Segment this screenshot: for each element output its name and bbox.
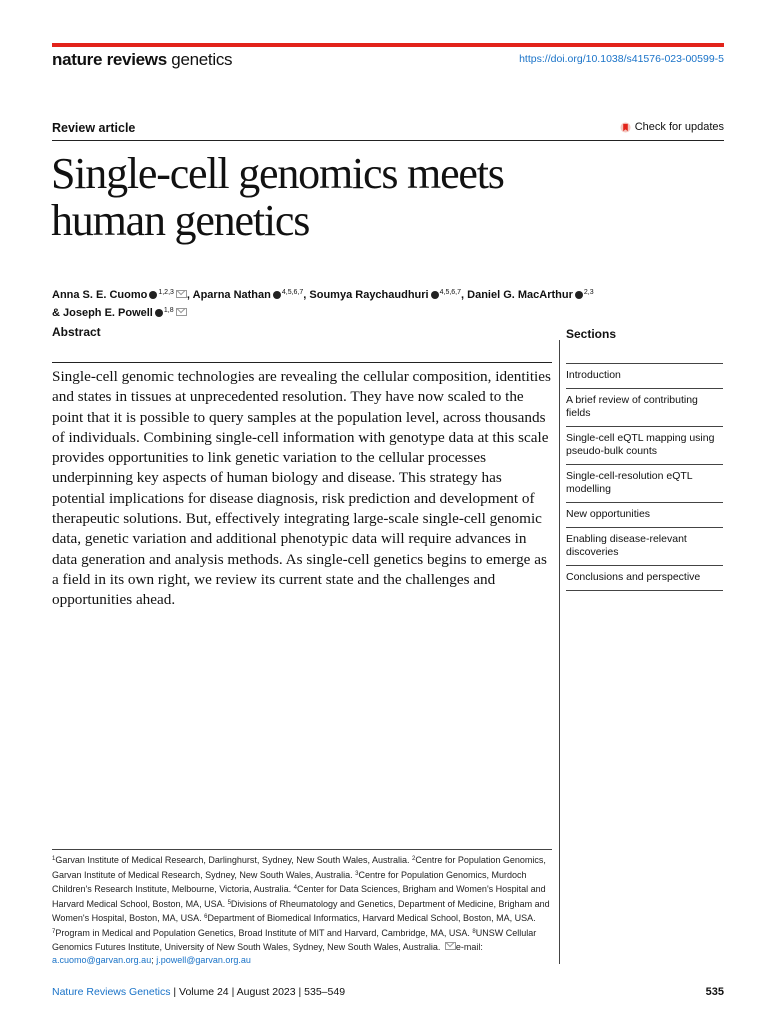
affiliations-divider <box>52 849 552 850</box>
section-link-new-opportunities[interactable]: New opportunities <box>566 502 723 527</box>
section-link-conclusions[interactable]: Conclusions and perspective <box>566 565 723 591</box>
header-divider <box>52 140 724 141</box>
footer-journal-link[interactable]: Nature Reviews Genetics <box>52 986 171 998</box>
title-line-1: Single-cell genomics meets <box>51 149 504 198</box>
affil-number: 7 <box>52 928 56 935</box>
affil-number: 6 <box>204 914 208 921</box>
section-link-pseudo-bulk[interactable]: Single-cell eQTL mapping using pseudo-bulk counts <box>566 426 723 464</box>
affil-text: Center for Data Sciences, Brigham and Women's Hospital and Harvard Medical School, Boston, MA, USA. <box>52 884 546 909</box>
column-divider <box>559 340 560 964</box>
article-type: Review article <box>52 121 136 135</box>
email-separator: ; <box>151 955 157 966</box>
orcid-icon[interactable] <box>273 291 281 299</box>
check-updates-icon <box>620 122 631 133</box>
check-updates-label: Check for updates <box>634 121 724 133</box>
footer-volume-info: | Volume 24 | August 2023 | 535–549 <box>170 986 346 998</box>
section-link-single-cell-resolution[interactable]: Single-cell-resolution eQTL modelling <box>566 464 723 502</box>
author-name[interactable]: , Aparna Nathan <box>186 289 271 301</box>
affil-text: Centre for Population Genomics, Murdoch Children's Research Institute, Melbourne, Victoria, Australia. <box>52 869 527 895</box>
journal-accent-bar <box>52 43 724 47</box>
author-name[interactable]: & Joseph E. Powell <box>52 307 153 319</box>
footer-citation <box>52 986 345 998</box>
email-label: e-mail: <box>455 941 483 952</box>
section-link-contributing-fields[interactable]: A brief review of contributing fields <box>566 388 723 426</box>
orcid-icon[interactable] <box>431 291 439 299</box>
article-title <box>51 150 691 244</box>
author-affil: 4,5,6,7 <box>281 289 304 296</box>
affil-text: Garvan Institute of Medical Research, Darlinghurst, Sydney, New South Wales, Australia. <box>55 855 413 865</box>
author-affil: 2,3 <box>583 289 594 296</box>
affil-number: 3 <box>355 870 359 877</box>
sections-heading: Sections <box>566 327 617 341</box>
mail-icon <box>445 942 456 950</box>
sections-nav <box>566 363 723 591</box>
mail-icon[interactable] <box>176 308 187 316</box>
section-link-disease-discoveries[interactable]: Enabling disease-relevant discoveries <box>566 527 723 565</box>
affil-text: Centre for Population Genomics, Garvan Institute of Medical Research, Sydney, New South Wales, Australia. <box>52 855 546 880</box>
orcid-icon[interactable] <box>155 309 163 317</box>
check-for-updates-button[interactable] <box>620 121 724 133</box>
author-list <box>52 285 692 321</box>
author-name[interactable]: , Daniel G. MacArthur <box>461 289 573 301</box>
affiliations <box>52 853 552 968</box>
journal-logo[interactable] <box>52 50 232 70</box>
author-affil: 1,2,3 <box>158 289 174 296</box>
title-line-2: human genetics <box>51 196 310 245</box>
doi-link[interactable]: https://doi.org/10.1038/s41576-023-00599-5 <box>519 53 724 65</box>
abstract-divider <box>52 362 552 363</box>
author-name[interactable]: , Soumya Raychaudhuri <box>303 289 429 301</box>
section-link-introduction[interactable]: Introduction <box>566 363 723 388</box>
orcid-icon[interactable] <box>575 291 583 299</box>
journal-name-bold: nature reviews <box>52 50 167 69</box>
mail-icon[interactable] <box>176 290 187 298</box>
author-affil: 1,8 <box>163 307 174 314</box>
affil-number: 2 <box>412 856 416 862</box>
affil-text: Divisions of Rheumatology and Genetics, Department of Medicine, Brigham and Women's Hospital, Boston, MA, USA. <box>52 898 550 924</box>
abstract-heading: Abstract <box>52 325 101 339</box>
journal-name-light: genetics <box>171 50 233 69</box>
abstract-text: Single-cell genomic technologies are revealing the cellular composition, identities and states in tissues at unprecedented resolution. They have now scaled to the point that it is possible to query samples at the population level, across thousands of individuals. Combining single-cell information with genotype data at this scale provides opportunities to link genetic variation to the cellular processes underpinning key aspects of human biology and disease. This strategy has potential implications for disease diagnosis, risk prediction and development of therapeutic solutions. But, effectively integrating large-scale single-cell genomic data, genetic variation and additional phenotypic data will require advances in data generation and analysis methods. As single-cell genetics begins to emerge as a field in its own right, we review its current state and the challenges and opportunities ahead. <box>52 368 551 609</box>
orcid-icon[interactable] <box>149 291 157 299</box>
author-name[interactable]: Anna S. E. Cuomo <box>52 289 148 301</box>
affil-text: Department of Biomedical Informatics, Harvard Medical School, Boston, MA, USA. <box>207 913 536 924</box>
affil-number: 8 <box>472 928 476 935</box>
email-link-powell[interactable]: j.powell@garvan.org.au <box>156 955 251 966</box>
page-number: 535 <box>705 986 724 998</box>
affil-number: 4 <box>293 885 298 892</box>
affil-text: UNSW Cellular Genomics Futures Institute, University of New South Wales, Sydney, New South Wales, Australia. <box>52 927 537 952</box>
affil-number: 5 <box>227 899 231 906</box>
affil-text: Program in Medical and Population Genetics, Broad Institute of MIT and Harvard, Cambridge, MA, USA. <box>55 927 473 938</box>
email-link-cuomo[interactable]: a.cuomo@garvan.org.au <box>52 955 152 966</box>
author-affil: 4,5,6,7 <box>439 289 462 296</box>
affil-number: 1 <box>52 856 56 862</box>
